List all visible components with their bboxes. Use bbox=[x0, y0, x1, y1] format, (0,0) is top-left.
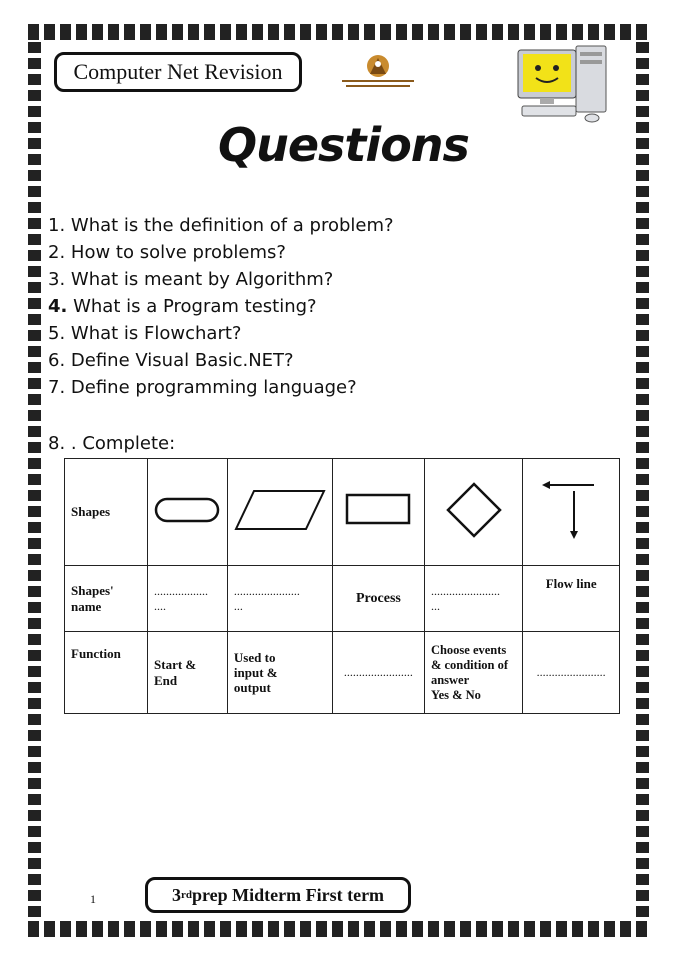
blank-answer: ....................... bbox=[332, 632, 424, 714]
table-row bbox=[65, 566, 620, 632]
blank-answer: ...................... ... bbox=[227, 566, 332, 632]
header-title-box bbox=[54, 52, 302, 92]
question-item: 4. What is a Program testing? bbox=[48, 296, 317, 317]
question-item: 7. Define programming language? bbox=[48, 377, 357, 398]
blank-answer: .................. .... bbox=[148, 566, 228, 632]
header-title: Computer Net Revision bbox=[73, 59, 283, 84]
page-number: 1 bbox=[90, 892, 96, 906]
footer-grade-box: 3 rd prep Midterm First term bbox=[145, 877, 411, 913]
row-label-function: Function bbox=[65, 632, 148, 714]
blank-answer: ....................... ... bbox=[424, 566, 522, 632]
page-border-bottom bbox=[26, 921, 652, 937]
flowchart-table bbox=[64, 458, 620, 714]
page-border-top bbox=[26, 24, 652, 40]
institute-logo bbox=[332, 52, 424, 94]
row-label-shapes-name: Shapes' name bbox=[65, 566, 148, 632]
questions-list bbox=[48, 214, 628, 403]
question-item: 1. What is the definition of a problem? bbox=[48, 215, 394, 236]
page-border-left bbox=[28, 40, 41, 920]
function-decision: Choose events & condition of answer Yes & No bbox=[424, 632, 522, 714]
question-item: 6. Define Visual Basic.NET? bbox=[48, 350, 294, 371]
question-item: 5. What is Flowchart? bbox=[48, 323, 242, 344]
row-label-shapes: Shapes bbox=[65, 459, 148, 566]
flow-line-arrows-icon bbox=[523, 459, 620, 566]
page-title: Questions bbox=[218, 118, 469, 172]
computer-illustration-icon bbox=[512, 42, 616, 124]
function-start-end: Start & End bbox=[148, 632, 228, 714]
table-row bbox=[65, 459, 620, 566]
question-item: 2. How to solve problems? bbox=[48, 242, 286, 263]
shape-name-flow-line: Flow line bbox=[523, 566, 620, 632]
table-row bbox=[65, 632, 620, 714]
function-input-output: Used to input & output bbox=[227, 632, 332, 714]
page-border-right bbox=[636, 40, 649, 920]
complete-label: 8. . Complete: bbox=[48, 433, 176, 454]
blank-answer: ....................... bbox=[523, 632, 620, 714]
terminal-shape-icon bbox=[148, 459, 228, 566]
rectangle-shape-icon bbox=[332, 459, 424, 566]
shape-name-process: Process bbox=[332, 566, 424, 632]
diamond-shape-icon bbox=[424, 459, 522, 566]
question-item: 3. What is meant by Algorithm? bbox=[48, 269, 334, 290]
parallelogram-shape-icon bbox=[227, 459, 332, 566]
